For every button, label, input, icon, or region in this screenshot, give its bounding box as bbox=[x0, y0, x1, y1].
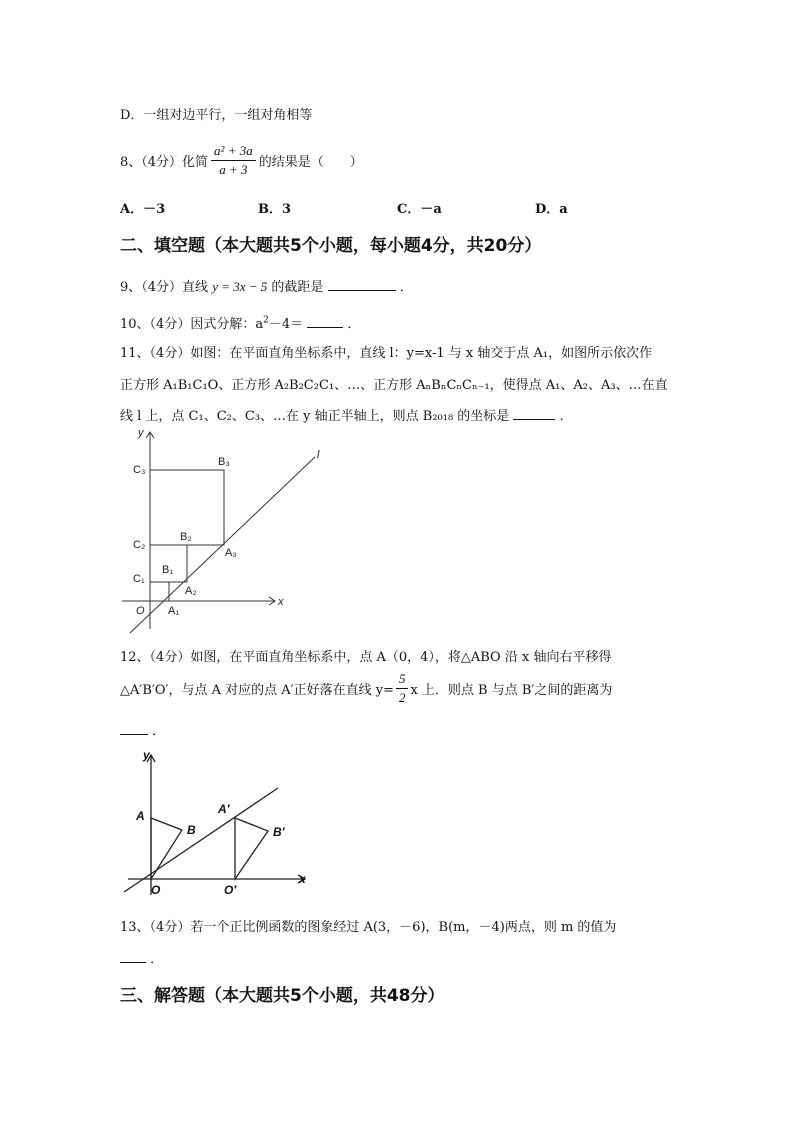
q12-answer-blank[interactable] bbox=[120, 722, 148, 735]
q8-option-a: A．－3 bbox=[120, 202, 166, 217]
q11-label-b3: B₃ bbox=[218, 456, 230, 468]
q9-end: ． bbox=[399, 280, 413, 295]
q8-suffix: 的结果是（ ） bbox=[258, 154, 363, 170]
q12-line-y-5-2x bbox=[124, 788, 278, 892]
q8-fraction bbox=[211, 143, 256, 178]
q11-label-x: x bbox=[278, 596, 284, 608]
q8-frac-denominator: a + 3 bbox=[219, 161, 248, 177]
q8-prefix: 8、（4分）化简 bbox=[120, 154, 209, 170]
q10-prefix: 10、（4分）因式分解：a bbox=[120, 317, 264, 332]
q13-line-1: 13、（4分）若一个正比例函数的图象经过 A(3，－6)，B(m，－4)两点，则 m 的值为 bbox=[120, 920, 617, 935]
q7-option-d: D．一组对边平行，一组对角相等 bbox=[120, 108, 313, 123]
q12-fraction bbox=[396, 671, 409, 706]
q9-prefix: 9、（4分）直线 bbox=[120, 280, 209, 295]
section-3-heading: 三、解答题（本大题共5个小题，共48分） bbox=[120, 986, 445, 1006]
q9-question bbox=[120, 276, 413, 295]
q10-end: ． bbox=[347, 317, 361, 332]
q11-label-o: O bbox=[136, 605, 145, 617]
q11-figure bbox=[112, 424, 352, 639]
q12-line-1: 12、（4分）如图，在平面直角坐标系中，点 A（0，4），将△ABO 沿 x 轴向右平移得 bbox=[120, 650, 612, 665]
q12-label-b-prime: B′ bbox=[273, 825, 285, 839]
q12-end: ． bbox=[152, 724, 166, 739]
q10-question bbox=[120, 313, 360, 332]
q11-end: ． bbox=[559, 409, 573, 424]
q12-figure bbox=[118, 745, 318, 900]
q11-line-3-text: 线 l 上，点 C₁、C₂、C₃、…在 y 轴正半轴上，则点 B₂₀₁₈ 的坐标是 bbox=[120, 409, 510, 424]
q12-label-o: O bbox=[151, 883, 161, 897]
q11-label-b2: B₂ bbox=[180, 531, 192, 543]
q11-label-a2: A₂ bbox=[185, 585, 197, 597]
q12-frac-denominator: 2 bbox=[398, 689, 406, 705]
q10-exponent: 2 bbox=[263, 315, 269, 326]
q10-mid: －4＝ bbox=[268, 317, 304, 332]
q12-label-a-prime: A′ bbox=[218, 802, 230, 816]
q12-label-x: x bbox=[299, 872, 306, 886]
q11-label-a1: A₁ bbox=[168, 605, 180, 617]
q12-label-a: A bbox=[136, 809, 145, 823]
q11-label-c3: C₃ bbox=[133, 464, 146, 476]
q12-answer-line bbox=[120, 720, 165, 739]
q13-end: ． bbox=[150, 952, 164, 967]
q11-label-y: y bbox=[138, 427, 144, 439]
section-2-heading: 二、填空题（本大题共5个小题，每小题4分，共20分） bbox=[120, 236, 542, 256]
q11-label-c1: C₁ bbox=[133, 573, 145, 585]
q11-answer-blank[interactable] bbox=[513, 407, 555, 420]
q12-label-b: B bbox=[187, 823, 196, 837]
q12-frac-numerator: 5 bbox=[396, 671, 409, 689]
q12-line-2-suffix: x 上．则点 B 与点 B′之间的距离为 bbox=[410, 682, 613, 698]
q12-label-o-prime: O′ bbox=[224, 883, 237, 897]
q11-label-b1: B₁ bbox=[162, 564, 174, 576]
q12-triangle-a-prime-b-prime-o-prime bbox=[235, 818, 268, 879]
q13-answer-line bbox=[120, 948, 163, 967]
q13-answer-blank[interactable] bbox=[120, 950, 146, 963]
q8-question bbox=[120, 140, 363, 180]
q8-option-c: C．－a bbox=[397, 202, 442, 217]
q11-label-l: l bbox=[317, 449, 320, 461]
q12-line-2 bbox=[120, 668, 612, 708]
q8-option-b: B．3 bbox=[258, 202, 292, 217]
q8-frac-numerator: a² + 3a bbox=[211, 143, 256, 161]
q12-line-2-prefix: △A′B′O′，与点 A 对应的点 A′正好落在直线 y= bbox=[120, 682, 394, 698]
q9-suffix: 的截距是 bbox=[271, 280, 324, 295]
q10-answer-blank[interactable] bbox=[307, 315, 343, 328]
q9-expression: y = 3x − 5 bbox=[212, 279, 268, 294]
q8-option-d: D．a bbox=[535, 202, 568, 217]
q11-label-c2: C₂ bbox=[133, 539, 146, 551]
q9-answer-blank[interactable] bbox=[328, 278, 396, 291]
q11-line-3 bbox=[120, 405, 573, 424]
q12-label-y: y bbox=[143, 748, 150, 762]
q11-label-a3: A₃ bbox=[225, 547, 237, 559]
q11-line-2: 正方形 A₁B₁C₁O、正方形 A₂B₂C₂C₁、…、正方形 AₙBₙCₙCₙ₋₁，使得点 A₁、A₂、A₃、…在直 bbox=[120, 378, 668, 393]
q11-line-1: 11、（4分）如图：在平面直角坐标系中，直线 l：y=x-1 与 x 轴交于点 A₁，如图所示依次作 bbox=[120, 346, 653, 361]
